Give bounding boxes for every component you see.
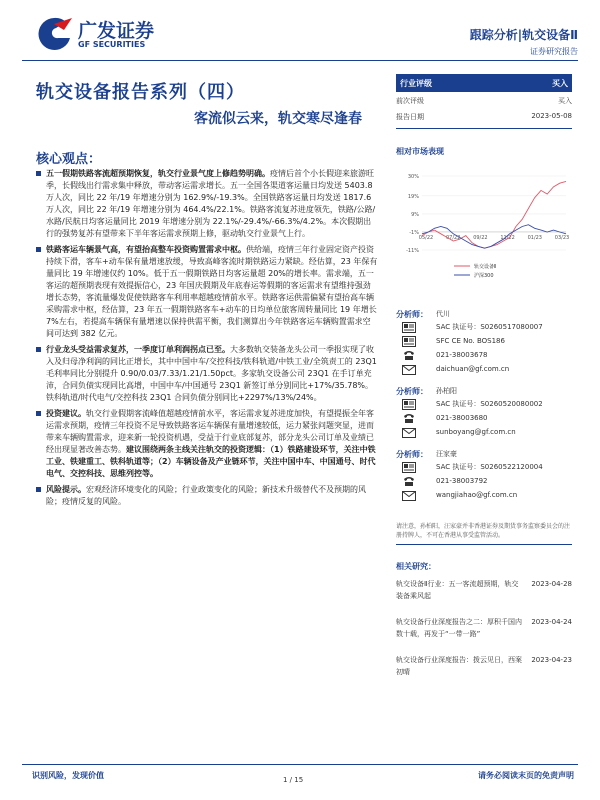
report-date-label: 报告日期	[396, 113, 424, 121]
legend-label: 沪深300	[474, 273, 494, 279]
paragraph-5	[36, 484, 378, 508]
related-item[interactable]	[396, 616, 572, 640]
prev-rating-row	[396, 96, 572, 106]
paragraph-lead: 风险提示。	[46, 485, 86, 494]
paragraph-tail: 建议围绕两条主线关注轨交的投资逻辑：（1）铁路建设环节，关注中铁工业、铁建重工、铁科轨道等；（2）车辆设备及产业链环节，关注中国中车、中国通号、时代电气、交控科技、思维列控等。	[46, 445, 376, 478]
analyst-contact-text: 021-38003792	[436, 477, 488, 485]
prev-rating-value: 买入	[558, 97, 572, 105]
report-date-value: 2023-05-08	[531, 112, 572, 120]
header-rule	[22, 60, 578, 61]
related-item[interactable]	[396, 578, 572, 602]
rating-bar	[396, 74, 572, 92]
rating-rule	[396, 128, 572, 129]
phone-icon	[402, 350, 416, 361]
related-heading: 相关研究：	[396, 562, 436, 571]
paragraph-text: 疫情后首个小长假迎来旅游旺季，长假线出行需求集中释放，带动客运需求增长。五一全国各渠道客运量日均发送 5403.8 万人次，同比 22 年/19 年增速分别为 162.9%/-19.3%。全国铁路客运量日均发送 1817.6 万人次，同比 22 年/19 年增速分别为 464.4%/22.1%。铁路客流复苏进度领先，铁路/公路/水路/民航日均客运量同比 2019 年增速分别为 22.1%/-29.4%/-66.3%/4.2%。本次假期出行的强势复苏有望带来下半年客运需求预期上修，驱动轨交行业景气上行。	[46, 169, 376, 238]
y-tick-label: 9%	[411, 211, 419, 218]
core-view-body	[36, 168, 378, 508]
analyst-contact-row	[396, 488, 572, 502]
analyst-entry	[396, 448, 572, 502]
x-tick-label: 05/22	[418, 234, 434, 241]
phone-icon	[402, 413, 416, 424]
analyst-name: 汪家豪	[436, 450, 457, 458]
related-title: 轨交设备行业深度报告：拨云见日，西案初晴	[396, 656, 522, 676]
related-title: 轨交设备行业深度报告之二：厚积千国内数十载，再发于“一带一路”	[396, 618, 522, 638]
related-date: 2023-04-28	[531, 580, 572, 588]
page-number: 1 / 15	[283, 776, 304, 784]
related-date: 2023-04-24	[531, 618, 572, 626]
logo-en: GF SECURITIES	[78, 40, 146, 49]
x-tick-label: 07/22	[445, 234, 461, 241]
analyst-contact-row	[396, 334, 572, 348]
analyst-header	[396, 308, 572, 320]
footer-rule	[22, 764, 578, 765]
paragraph-text: 大多数轨交装备龙头公司一季报实现了收入及归母净利润的同比正增长，其中中国中车/交控科技/铁科轨道/中铁工业/全筑责工的 23Q1 毛利率同比分别提升 0.90/0.03/7.33/1.21/1.50pct。多家轨交设备公司 23Q1 在手订单充沛，合同负债实现同比高增，中国中车/中国通号 23Q1 新签订单分别同比+17%/35.78%。铁科轨道/时代电气/交控科技 23Q1 合同负债分别同比+2297%/13%/24%。	[46, 345, 377, 402]
rating-label: 行业评级	[400, 78, 432, 88]
analyst-contact-text[interactable]: sunboyang@gf.com.cn	[436, 428, 516, 436]
paragraph-text: 供给端，疫情三年行业固定资产投资持续下滑，客车+动车保有量增速放缓，导致高峰客流时期铁路运力紧缺。经估算，23 年保有量同比 19 年增速仅约 10%。低于五一假期铁路日均客运量超 20%的增长率。需求端，五一客运的超预期表现有效提振信心，23 年国庆假期及年底春运等假期的客运需求有望维持强劲增长态势，客流量爆发促使铁路客车利用率超越疫情前水平。铁路客运供需偏紧有望抬高车辆采购需求中枢，经估算，23 年五一假期铁路客车+动车的日均单位旅客周转量同比 19 年增长 7%左右，若提高车辆保有量增速以保持供需平衡，我们测算出今年铁路客运车辆购置需求空间可达到 382 亿元。	[46, 245, 378, 338]
paragraph-text: 宏观经济环境变化的风险；行业政策变化的风险；新技术升级替代不及预期的风险；疫情反复的风险。	[46, 485, 366, 506]
analyst-contact-text[interactable]: daichuan@gf.com.cn	[436, 365, 510, 373]
logo-mark-icon	[34, 16, 74, 52]
x-tick-label: 09/22	[473, 234, 488, 241]
id-card-icon	[402, 322, 416, 333]
analyst-contact-text: 021-38003678	[436, 351, 488, 359]
analyst-contact-text: SAC 执证号：S0260517080007	[436, 323, 543, 331]
analyst-contact-text[interactable]: wangjiahao@gf.com.cn	[436, 491, 518, 499]
footer-disclaimer: 请务必阅读末页的免责声明	[478, 771, 574, 780]
analyst-contact-row	[396, 425, 572, 439]
x-tick-label: 03/23	[554, 234, 570, 241]
series-line	[422, 225, 566, 249]
analyst-entry	[396, 385, 572, 439]
series-line	[422, 181, 566, 248]
phone-icon	[402, 476, 416, 487]
analysts-block	[396, 308, 572, 502]
analyst-label: 分析师：	[396, 309, 428, 319]
analyst-contact-row	[396, 474, 572, 488]
analyst-name: 代川	[436, 310, 450, 318]
paragraph-lead: 五一假期铁路客流超预期恢复，轨交行业景气度上修趋势明确。	[46, 169, 270, 178]
paragraph-4	[36, 408, 378, 480]
report-type: 跟踪分析|轨交设备Ⅱ	[469, 28, 578, 42]
paragraph-lead: 投资建议。	[46, 409, 86, 418]
analyst-header	[396, 448, 572, 460]
prev-rating-label: 前次评级	[396, 97, 424, 105]
analyst-contact-row	[396, 320, 572, 334]
paragraph-3	[36, 344, 378, 404]
analyst-contact-text: SAC 执证号：S0260520080002	[436, 400, 543, 408]
footer-slogan: 识别风险，发现价值	[32, 771, 104, 780]
related-date: 2023-04-23	[531, 656, 572, 664]
analyst-name: 孙柏阳	[436, 387, 457, 395]
paragraph-text: 轨交行业假期客流峰值超越疫情前水平，客运需求复苏进度加快，有望提振全年客运需求预期，疫情三年投资不足导致铁路客运车辆保有量增速较低，运力紧张问题突显，进而带来车辆购置需求，迎来新一轮投资机遇，受益于行业底部复苏，部分龙头公司订单及业绩已经出现显著改善态势。	[46, 409, 374, 454]
analyst-contact-row	[396, 362, 572, 376]
x-tick-label: 11/22	[500, 234, 515, 241]
id-card-icon	[402, 336, 416, 347]
paragraph-2	[36, 244, 378, 340]
analyst-contact-row	[396, 411, 572, 425]
y-tick-label: 30%	[407, 174, 419, 180]
note-rule	[396, 544, 572, 545]
report-date-row	[396, 112, 572, 122]
rating-value: 买入	[552, 78, 568, 88]
analyst-contact-row	[396, 460, 572, 474]
analyst-contact-text: SFC CE No. BOS186	[436, 337, 505, 345]
analyst-label: 分析师：	[396, 449, 428, 459]
logo-cn: 广发证券	[78, 20, 155, 42]
y-tick-label: -11%	[406, 248, 419, 254]
related-title: 轨交设备Ⅱ行业：五一客流超预期，轨交装备乘风起	[396, 580, 519, 600]
company-logo	[34, 16, 164, 52]
page-title: 轨交设备报告系列（四）	[36, 82, 245, 103]
x-tick-label: 01/23	[527, 234, 543, 241]
analyst-contact-text: 021-38003680	[436, 414, 488, 422]
analyst-contact-row	[396, 397, 572, 411]
paragraph-lead: 行业龙头受益需求复苏，一季度订单利润拐点已至。	[46, 345, 230, 354]
paragraph-lead: 铁路客运车辆景气高，有望抬高整车投资购置需求中枢。	[46, 245, 246, 254]
analyst-contact-row	[396, 348, 572, 362]
email-icon	[402, 364, 416, 375]
licensing-note: 请注意，孙柏阳，汪家豪并非香港证券及期货事务监察委员会的注册持牌人，不可在香港从事受监管活动。	[396, 523, 571, 539]
analyst-entry	[396, 308, 572, 376]
analyst-header	[396, 385, 572, 397]
legend-label: 轨交设备Ⅱ	[474, 264, 497, 270]
core-view-heading: 核心观点：	[36, 152, 102, 167]
relative-performance-chart	[396, 160, 572, 292]
email-icon	[402, 490, 416, 501]
paragraph-1	[36, 168, 378, 240]
page-subtitle: 客流似云来，轨交寒尽逢春	[194, 111, 362, 127]
related-item[interactable]	[396, 654, 572, 678]
related-list	[396, 578, 572, 678]
report-subtype: 证券研究报告	[530, 47, 578, 56]
analyst-contact-text: SAC 执证号：S0260522120004	[436, 463, 543, 471]
y-tick-label: -1%	[409, 229, 419, 236]
email-icon	[402, 427, 416, 438]
chart-title: 相对市场表现	[396, 147, 444, 156]
analyst-label: 分析师：	[396, 386, 428, 396]
id-card-icon	[402, 399, 416, 410]
id-card-icon	[402, 462, 416, 473]
y-tick-label: 19%	[407, 193, 419, 200]
